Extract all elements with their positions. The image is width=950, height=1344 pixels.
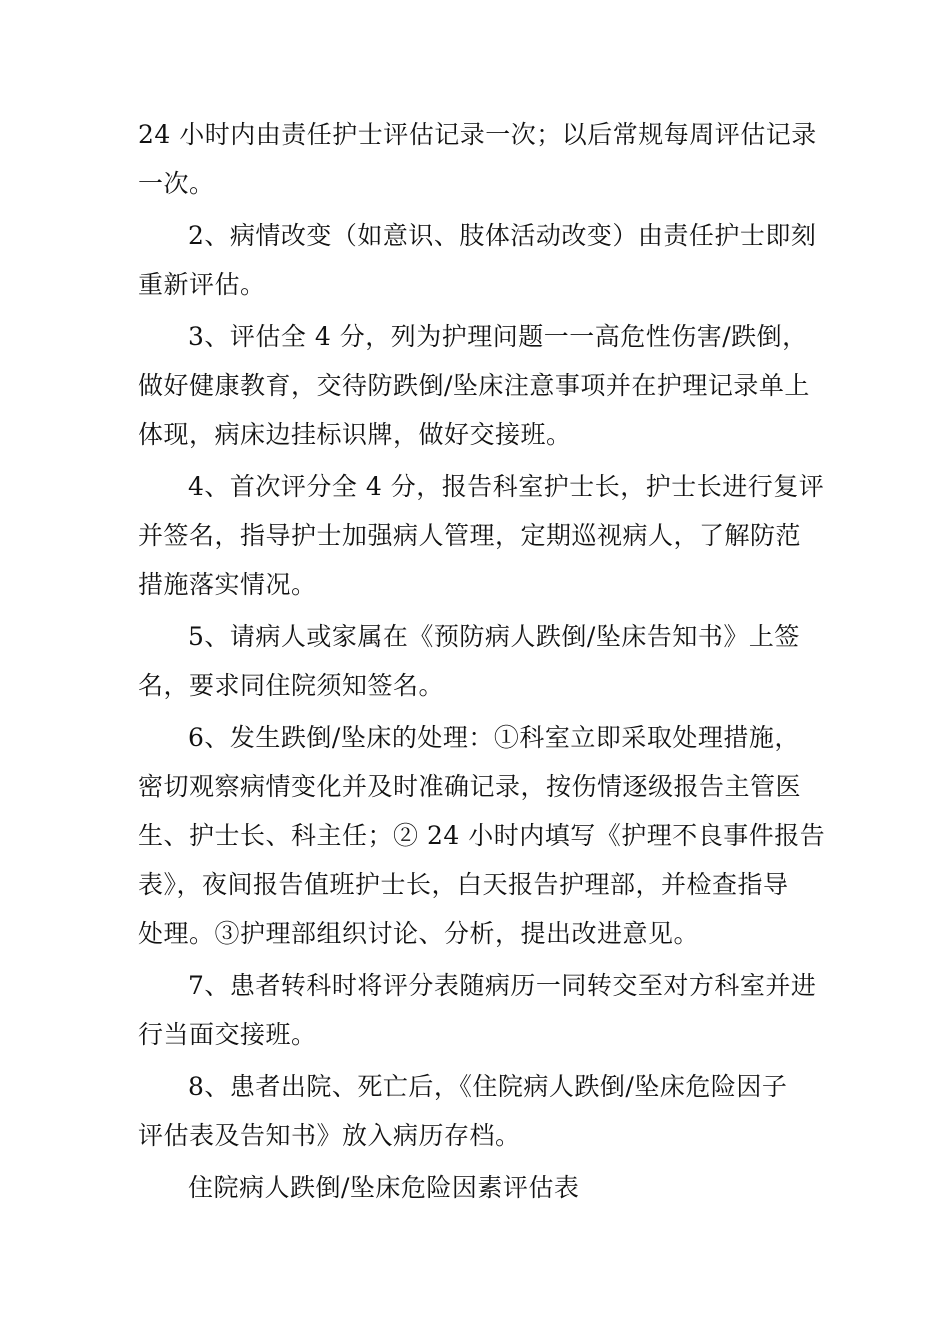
text-line: 评估表及告知书》放入病历存档。: [138, 1121, 521, 1150]
text-line: 一次。: [138, 169, 215, 198]
text-line: 处理。③护理部组织讨论、分析，提出改进意见。: [138, 919, 700, 948]
text-line: 6、发生跌倒/坠床的处理：①科室立即采取处理措施，: [188, 723, 800, 752]
text-line: 4、首次评分全 4 分，报告科室护士长，护士长进行复评: [188, 472, 825, 501]
text-line: 密切观察病情变化并及时准确记录，按伤情逐级报告主管医: [138, 772, 802, 801]
text-line: 体现，病床边挂标识牌，做好交接班。: [138, 420, 572, 449]
document-body: [138, 110, 828, 1215]
paragraph-item-4: [138, 462, 828, 609]
paragraph-continuation: [138, 110, 828, 208]
text-line: 名，要求同住院须知签名。: [138, 671, 445, 700]
text-line: 措施落实情况。: [138, 570, 317, 599]
text-line: 表》，夜间报告值班护士长，白天报告护理部，并检查指导: [138, 870, 789, 899]
paragraph-item-8: [138, 1062, 828, 1160]
text-line: 行当面交接班。: [138, 1020, 317, 1049]
text-line: 7、患者转科时将评分表随病历一同转交至对方科室并进: [188, 971, 817, 1000]
text-line: 24 小时内由责任护士评估记录一次；以后常规每周评估记录: [138, 120, 817, 149]
text-line: 生、护士长、科主任；② 24 小时内填写《护理不良事件报告: [138, 821, 826, 850]
paragraph-item-5: [138, 612, 828, 710]
text-line: 3、评估全 4 分，列为护理问题一一高危性伤害/跌倒，: [188, 322, 808, 351]
paragraph-item-2: [138, 211, 828, 309]
text-line: 住院病人跌倒/坠床危险因素评估表: [188, 1173, 580, 1202]
text-line: 重新评估。: [138, 270, 266, 299]
paragraph-item-6: [138, 713, 828, 958]
paragraph-item-3: [138, 312, 828, 459]
paragraph-item-7: [138, 961, 828, 1059]
text-line: 做好健康教育，交待防跌倒/坠床注意事项并在护理记录单上: [138, 371, 810, 400]
text-line: 2、病情改变（如意识、肢体活动改变）由责任护士即刻: [188, 221, 817, 250]
text-line: 8、患者出院、死亡后，《住院病人跌倒/坠床危险因子: [188, 1072, 788, 1101]
table-caption: [138, 1163, 828, 1212]
text-line: 并签名，指导护士加强病人管理，定期巡视病人，了解防范: [138, 521, 802, 550]
text-line: 5、请病人或家属在《预防病人跌倒/坠床告知书》上签: [188, 622, 800, 651]
